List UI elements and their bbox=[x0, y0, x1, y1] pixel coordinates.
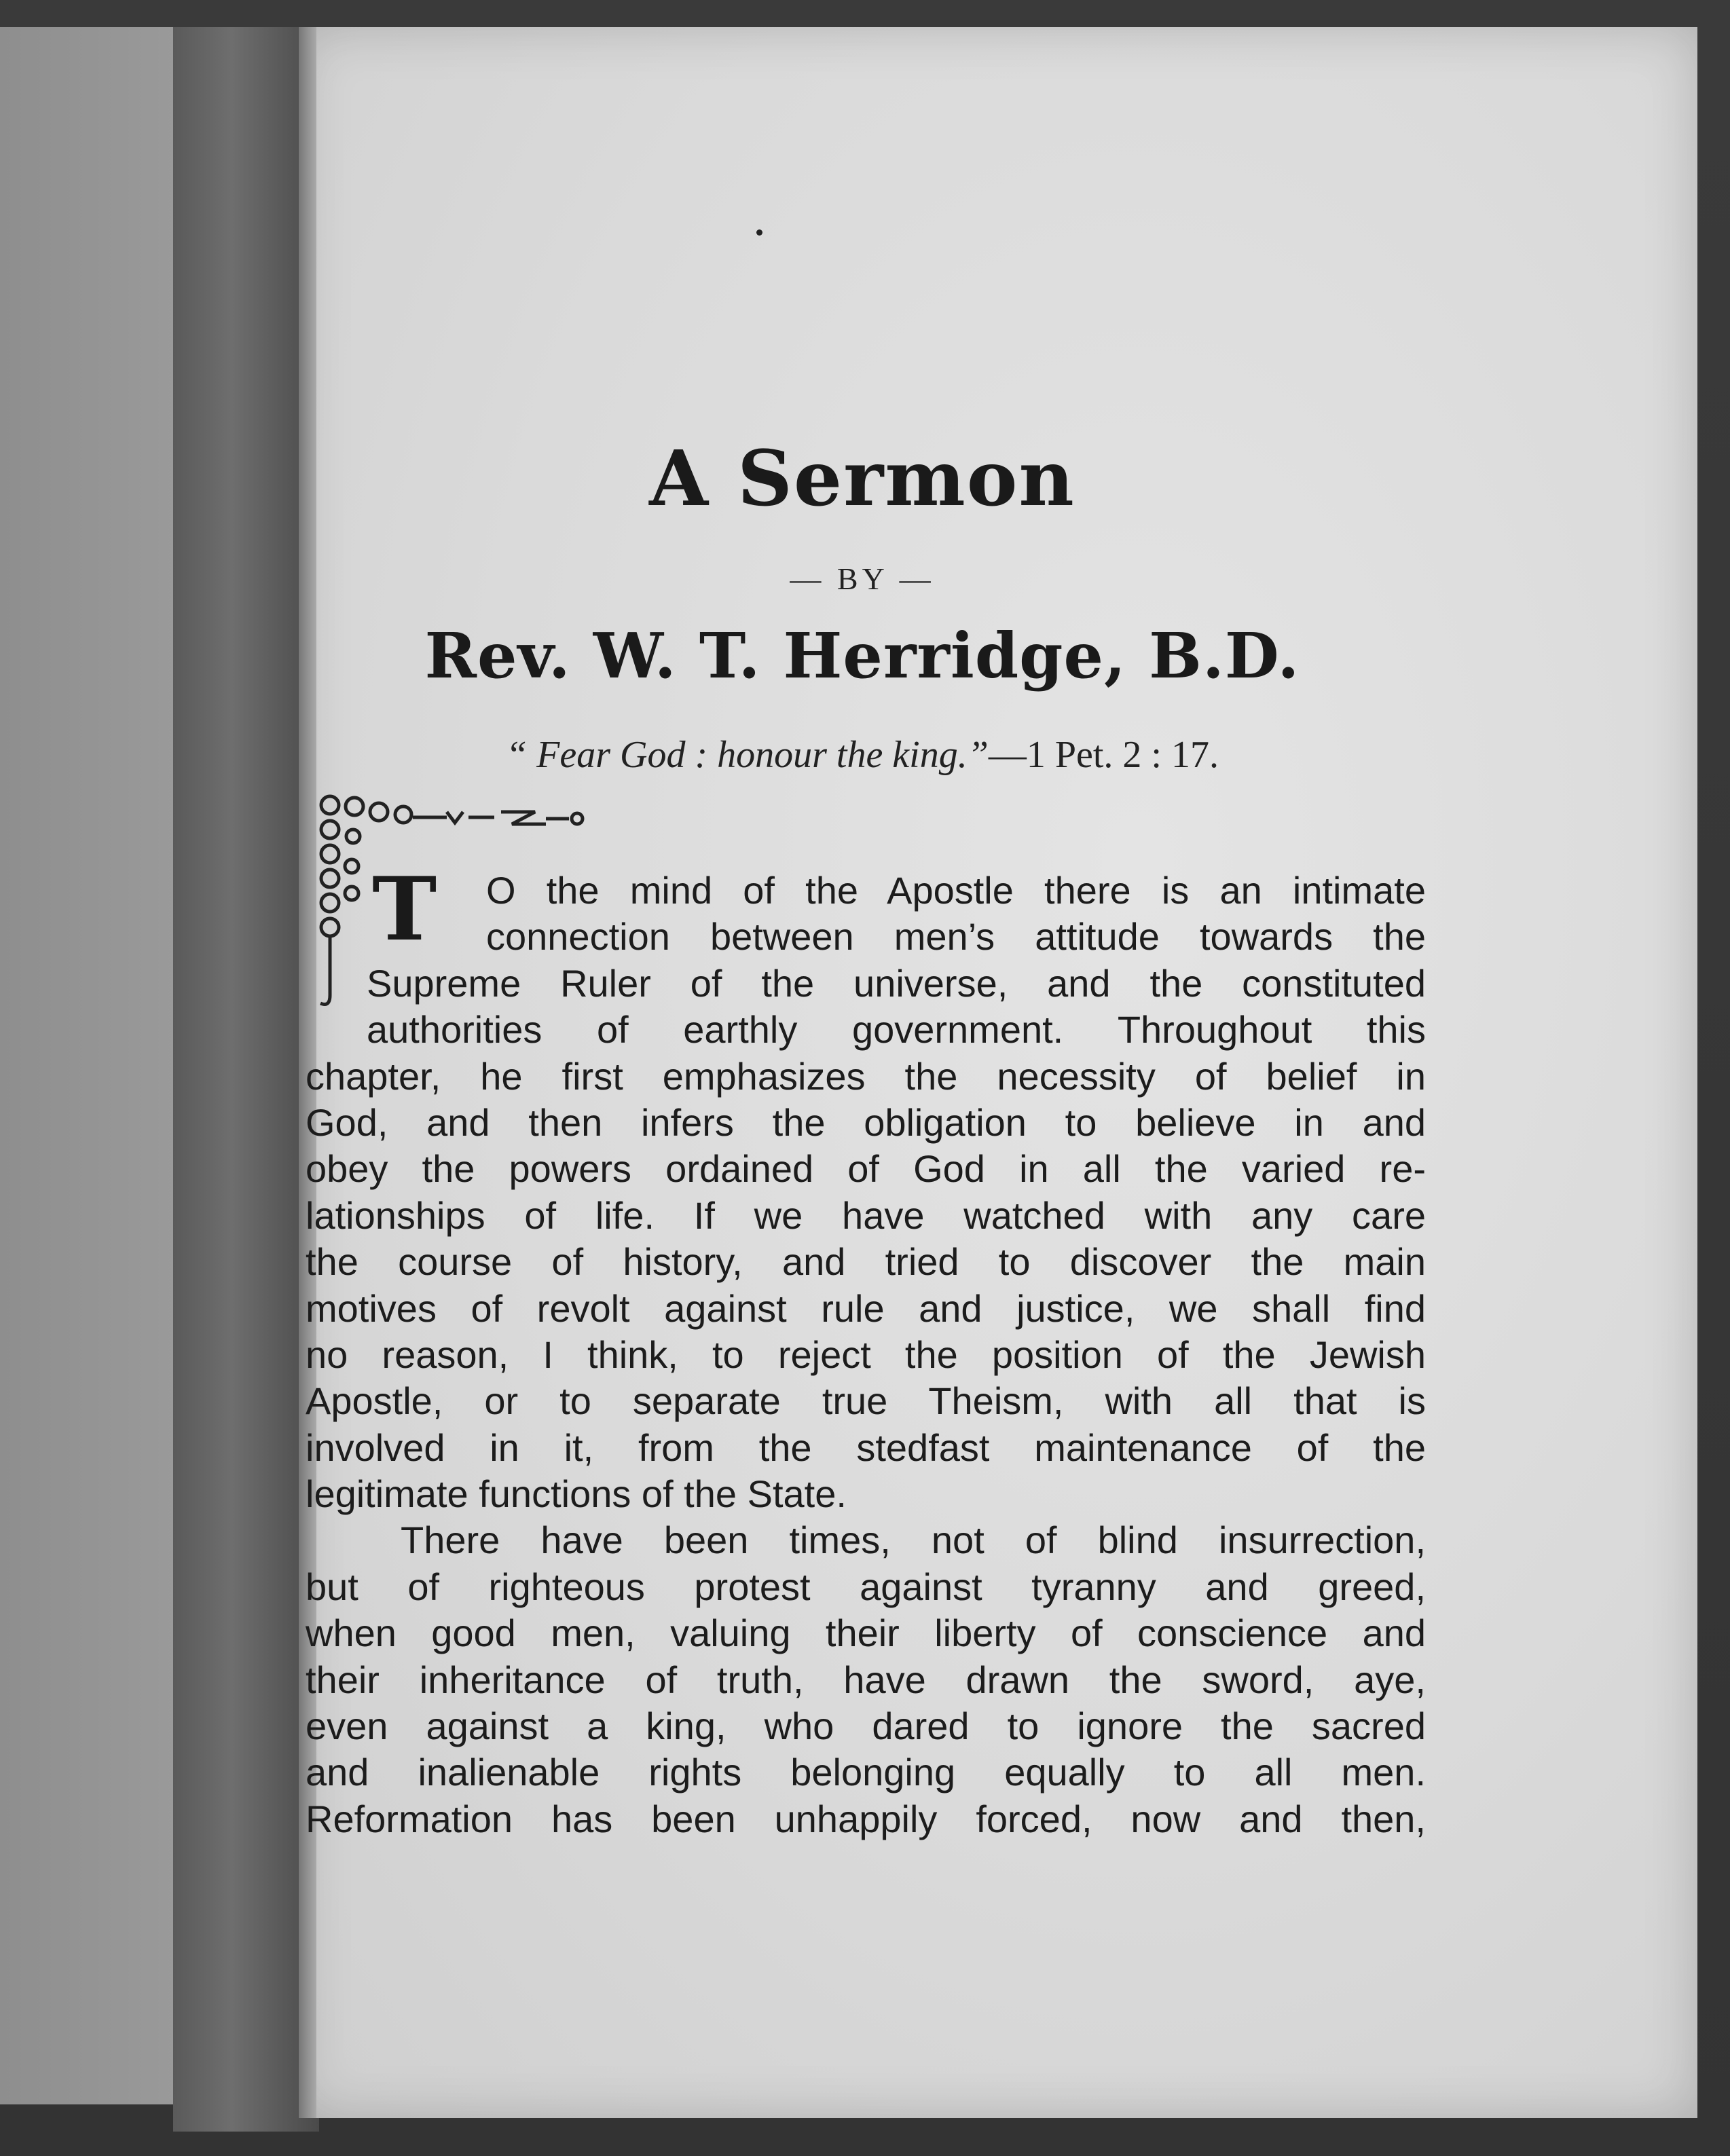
paragraph-1-line: lationships of life. If we have watched with any care bbox=[306, 1193, 1426, 1237]
paragraph-1-line: O the mind of the Apostle there is an intimate bbox=[486, 869, 1426, 912]
paragraph-1-line: no reason, I think, to reject the position of the Jewish bbox=[306, 1333, 1426, 1376]
paragraph-1-line: obey the powers ordained of God in all the varied re- bbox=[306, 1147, 1426, 1191]
paragraph-2-line: Reformation has been unhappily forced, now and then, bbox=[306, 1797, 1426, 1840]
paragraph-1-line: God, and then infers the obligation to believe in and bbox=[306, 1100, 1426, 1144]
paragraph-1-line: legitimate functions of the State. bbox=[306, 1472, 847, 1516]
paragraph-2-line: when good men, valuing their liberty of conscience and bbox=[306, 1612, 1426, 1655]
paragraph-1-line: motives of revolt against rule and justice, we shall find bbox=[306, 1286, 1426, 1330]
paragraph-2-line: their inheritance of truth, have drawn the sword, aye, bbox=[306, 1658, 1426, 1701]
epigraph bbox=[299, 733, 1426, 777]
epigraph-quote: “ Fear God : honour the king.” bbox=[506, 734, 989, 776]
drop-cap-letter: T bbox=[372, 859, 437, 961]
paragraph-1-line: authorities of earthly government. Throughout this bbox=[367, 1008, 1426, 1052]
paragraph-1-line: connection between men’s attitude towards the bbox=[486, 915, 1426, 959]
author-name: Rev. W. T. Herridge, B.D. bbox=[424, 619, 1300, 692]
sermon-body bbox=[306, 859, 1426, 1842]
paragraph-1-line: the course of history, and tried to discover the main bbox=[306, 1240, 1426, 1284]
paragraph-1-line: Apostle, or to separate true Theism, with all that is bbox=[306, 1379, 1426, 1423]
epigraph-reference: —1 Pet. 2 : 17. bbox=[988, 734, 1219, 776]
paragraph-2-line: There have been times, not of blind insurrection, bbox=[401, 1519, 1426, 1562]
by-label: — BY — bbox=[790, 561, 935, 596]
ink-speck bbox=[756, 229, 762, 236]
paragraph-2-line: even against a king, who dared to ignore the sacred bbox=[306, 1705, 1426, 1748]
paragraph-1-line: involved in it, from the stedfast maintenance of the bbox=[306, 1426, 1426, 1469]
sermon-title: A Sermon bbox=[649, 434, 1075, 523]
paragraph-1-line: Supreme Ruler of the universe, and the constituted bbox=[367, 961, 1426, 1005]
paragraph-2-line: and inalienable rights belonging equally to all men. bbox=[306, 1751, 1426, 1794]
paragraph-2-line: but of righteous protest against tyranny and greed, bbox=[306, 1565, 1426, 1608]
paragraph-1-line: chapter, he first emphasizes the necessity of belief in bbox=[306, 1054, 1426, 1098]
binding-strip bbox=[173, 27, 319, 2132]
